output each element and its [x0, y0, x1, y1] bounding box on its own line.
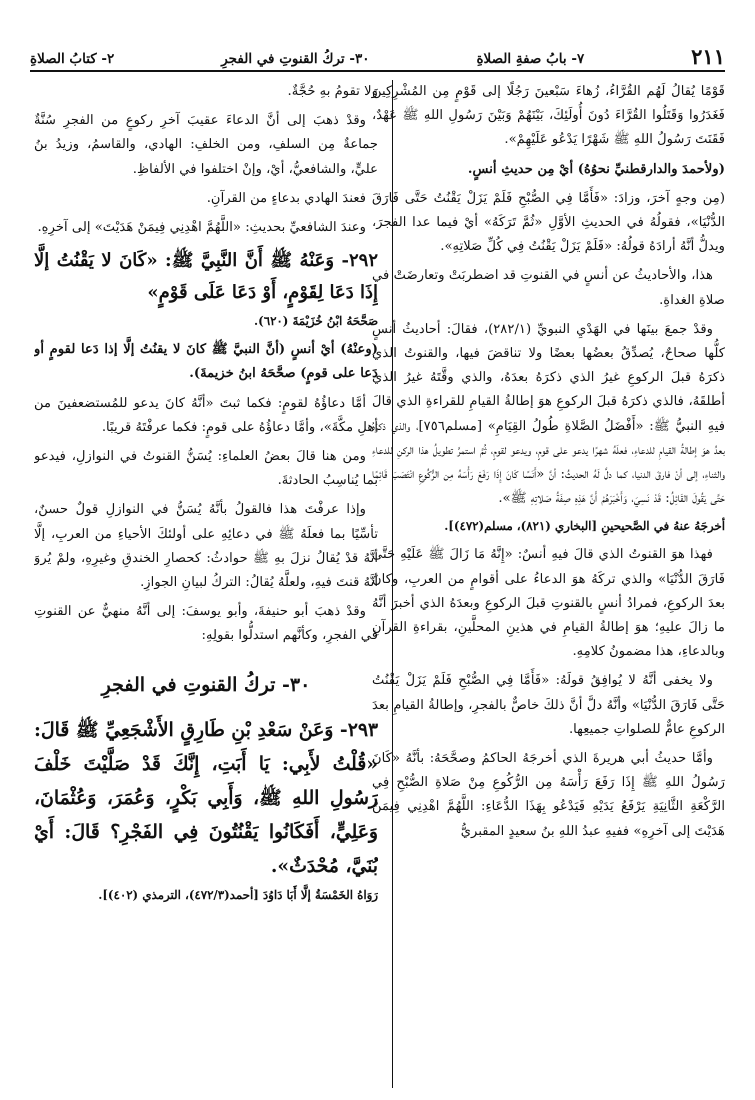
hadith-293-text: ٢٩٣- وَعَنْ سَعْدِ بْنِ طَارِقٍ الأَشْجَعِيِّ ﷺ قَالَ: «قُلْتُ لأَبِي: يَا أَبَتِ، إِنَّكَ قَدْ صَلَّيْتَ خَلْفَ رَسُولِ اللهِ ﷺ، وَأَبِي بَكْرٍ، وَعُمَرَ، وَعُثْمَانَ، وَعَلِيٍّ، أَفَكَانُوا يَقْنُتُونَ فِي الفَجْرِ؟ قَالَ: أَيْ بُنَيَّ، مُحْدَثٌ».: [34, 718, 378, 877]
text-paragraph: وقدْ ذهبَ إلى أنَّ الدعاءَ عقيبَ آخرِ ركوعٍ من الفجرِ سُنَّةٌ جماعةٌ مِن السلفِ، ومن الخلفِ: الهادي، والقاسمُ، وزيدُ بنُ عليٍّ، والشافعيُّ، أيْ، وإنْ اختلفوا في الألفاظِ.: [34, 113, 378, 177]
text-paragraph: وعندَ الشافعيِّ بحديثِ: «اللَّهُمَّ اهْدِنِي فِيمَنْ هَدَيْتَ» إلى آخرِهِ.: [37, 220, 366, 236]
text-paragraph: أمَّا دعاؤُهُ لقومٍ: فكما ثبتَ «أنَّهُ كانَ يدعو للمُستضعفينَ من أهلِ مكَّةَ»، وأمَّا دعاؤُهُ على قومٍ: فكما عرفْتَهُ قريبًا.: [34, 395, 378, 435]
text-paragraph: فعندَ الهادي بدعاءٍ من القرآنِ.: [206, 190, 366, 206]
text-paragraph: ولا يخفى أنَّهُ لا يُوافِقُ قولَهُ: «فَأَمَّا فِي الصُّبْحِ فَلَمْ يَزَلْ يَقْنُتُ حَتَّى فَارَقَ الدُّنْيَا» وأنَّهُ دلَّ أنَّ ذلكَ خاصٌّ بالفجرِ، وإطالةُ القيامِ بعدَ الركوعِ عامٌّ للصلواتِ جميعِها.: [372, 673, 725, 737]
text-paragraph: هذا، والأحاديثُ عن أنسٍ في القنوتِ قد اضطربَتْ وتعارضَتْ في صلاةِ الغداةِ.: [372, 268, 725, 308]
hadith-292-text: ٢٩٢- وَعَنْهُ ﷺ أَنَّ النَّبِيَّ ﷺ: «كَانَ لا يَقْنُتُ إلَّا إِذَا دَعَا لِقَوْمٍ، أَوْ دَعَا عَلَى قَوْمٍ»: [34, 250, 378, 304]
text-paragraph: وإذا عرفْتَ هذا فالقولُ بأنَّهُ يُسَنُّ في النوازلِ قولٌ حسنٌ، تأسِّيًا بما فعلَهُ ﷺ في دعائِهِ على أولئكَ الأحياءِ من العربِ، إلَّا أنَّهُ قدْ يُقالُ نزلَ بهِ ﷺ حوادثُ: كحصارِ الخندقِ وغيرِهِ، ولمْ يُروَ أنَّهُ قنتَ فيهِ، ولعلَّهُ يُقالُ: التركُ لبيانِ الجوازِ.: [34, 502, 378, 591]
text-paragraph: (ولأحمدَ والدارقطنيِّ نحوُهُ) أيْ مِن حديثِ أنسٍ.: [467, 161, 725, 177]
page-number: ٢١١: [691, 44, 725, 69]
section-running-title: ٣٠- تركُ القنوتِ في الفجرِ: [221, 51, 370, 67]
text-paragraph: وأمَّا حديثُ أبي هريرةَ الذي أخرجَهُ الحاكمُ وصحَّحَهُ: بأنَّهُ «كَانَ رَسُولُ اللهِ ﷺ إِذَا رَفَعَ رَأْسَهُ مِن الرُّكُوعِ مِنْ صَلاةِ الصُّبْحِ فِي الرَّكْعَةِ الثَّانِيَةِ يَرْفَعُ يَدَيْهِ فَيَدْعُو بِهَذَا الدُّعَاءِ: اللَّهُمَّ اهْدِنِي فِيمَنْ هَدَيْتَ إلى آخرِهِ» ففيهِ عبدُ اللهِ بنُ سعيدٍ المقبريُّ: [372, 751, 725, 839]
text-paragraph: (مِن وجهٍ آخرَ، وزادَ: «فَأَمَّا فِي الصُّبْحِ فَلَمْ يَزَلْ يَقْنُتُ حَتَّى فَارَقَ الدُّنْيَا»، فقولُهُ في الحديثِ الأوَّلِ «ثُمَّ تَرَكَهُ» أيْ فيما عدا الفجرَ، ويدلُّ أنَّهُ أرادَهُ قولُهُ: «فَلَمْ يَزَلْ يَقْنُتُ فِي كُلِّ صَلاتِهِ».: [372, 190, 725, 255]
chapter-running-title: ٧- بابُ صفةِ الصلاةِ: [476, 51, 585, 67]
source-citation: أخرجَهُ عنهُ في الصَّحيحينِ [البخاري (٨٢١)، مسلم(٤٧٢)].: [444, 519, 725, 534]
left-column: [34, 80, 378, 1090]
text-paragraph: ومن هنا قالَ بعضُ العلماءِ: يُسَنُّ القنوتُ في النوازلِ، فيدعو بما يُناسِبُ الحادثةَ.: [34, 449, 378, 489]
text-paragraph: فهذا هوَ القنوتُ الذي قالَ فيهِ أنسٌ: «إِنَّهُ مَا زَالَ ﷺ عَلَيْهِ حَتَّى فَارَقَ الدُّنْيَا» والذي تركَهُ هوَ الدعاءُ على أقوامٍ من العربِ، وكانَ بعدَ الركوعِ، فمرادُ أنسٍ بالقنوتِ قبلَ الركوعِ وبعدَهُ الذي أخبرَ أنَّهُ ما زالَ عليهِ؛ هوَ إطالةُ القيامِ في هذينِ المحلَّينِ، بقراءةِ القرآنِ وبالدعاءِ، هذا مضمونُ كلامِهِ.: [372, 547, 725, 660]
right-column: [372, 80, 725, 1090]
text-paragraph: ولا تقومُ بهِ حُجَّةٌ.: [287, 84, 378, 99]
text-paragraph: قَوْمًا يُقالُ لَهُم القُرَّاءُ، زُهاءَ سَبْعينَ رَجُلًا إلى قَوْمٍ مِن المُشْرِكِينَ فَغَدَرُوا وَقَتَلُوا القُرَّاءَ دُونَ أُولَئِكَ، بَيْنَهُمْ وَبَيْنَ رَسُولِ اللهِ ﷺ عَهْدٌ، فَقَنَتَ رَسُولُ اللهِ ﷺ شَهْرًا يَدْعُو عَلَيْهِمْ».: [372, 84, 725, 148]
page-header: [30, 44, 725, 72]
text-paragraph: وقدْ ذهبَ أبو حنيفةَ، وأبو يوسفَ: إلى أنَّهُ منهيٌّ عن القنوتِ في الفجرِ، وكأنَّهم استدلُّوا بقولِهِ:: [34, 604, 378, 644]
hadith-292-source: صَحَّحَهُ ابْنُ خُزَيْمَةَ (٦٢٠).: [254, 314, 378, 329]
text-paragraph: (وعنْهُ) أيْ أنسٍ (أنَّ النبيَّ ﷺ كانَ لا يقنُتُ إلَّا إذا دَعا لقومٍ أو دَعا على قومٍ) صحَّحَهُ ابنُ خزيمةَ).: [34, 342, 378, 382]
book-running-title: ٢- كتابُ الصلاةِ: [30, 51, 115, 67]
chapter-title: ٣٠- تركُ القنوتِ في الفجرِ: [101, 673, 311, 696]
hadith-293-source: رَوَاهُ الخَمْسَةُ إلَّا أَبَا دَاوُدَ [أحمد(٤٧٢/٣)، الترمذي (٤٠٢)].: [98, 887, 378, 902]
text-paragraph: وقدْ جمعَ بينَها في الهَدْيِ النبويِّ (٢٨٢/١)، فقالَ: أحاديثُ أنسٍ كلُّها صحاحٌ، يُصدِّقُ بعضُها بعضًا ولا تناقضَ فيها، والقنوتُ الذي ذكرَهُ قبلَ الركوعِ غيرُ الذي ذكرَهُ بعدَهُ، والذي وقَّتَهُ غيرُ الذي أطلقَهُ، فالذي ذكرَهُ قبلَ الركوعِ هوَ إطالةُ القيامِ للقراءةِ الذي قالَ فيهِ النبيُّ ﷺ: «أَفْضَلُ الصَّلاةِ طُولُ القِيَامِ» [مسلم٧٥٦]، والذي ذكرَهُ بعدُ هوَ إطالةُ القيامِ للدعاءِ، فعلَهُ شهرًا يدعو على قومٍ، ويدعو لقومٍ، ثُمَّ استمرَّ تطويلُ هذا الركنِ للدعاءِ والثناءِ، إلى أنْ فارقَ الدنيا، كما دلَّ لَهُ الحديثُ: أنَّ «أَنَسًا كَانَ إِذَا رَفَعَ رَأْسَهُ مِن الرُّكُوعِ انْتَصَبَ قَائِمًا حَتَّى يَقُولَ القَائِلُ: قَدْ نَسِيَ، وَأَخْبَرَهُمْ أَنَّ هَذِهِ صِفَةُ صَلاتِهِ ﷺ».: [372, 321, 725, 507]
